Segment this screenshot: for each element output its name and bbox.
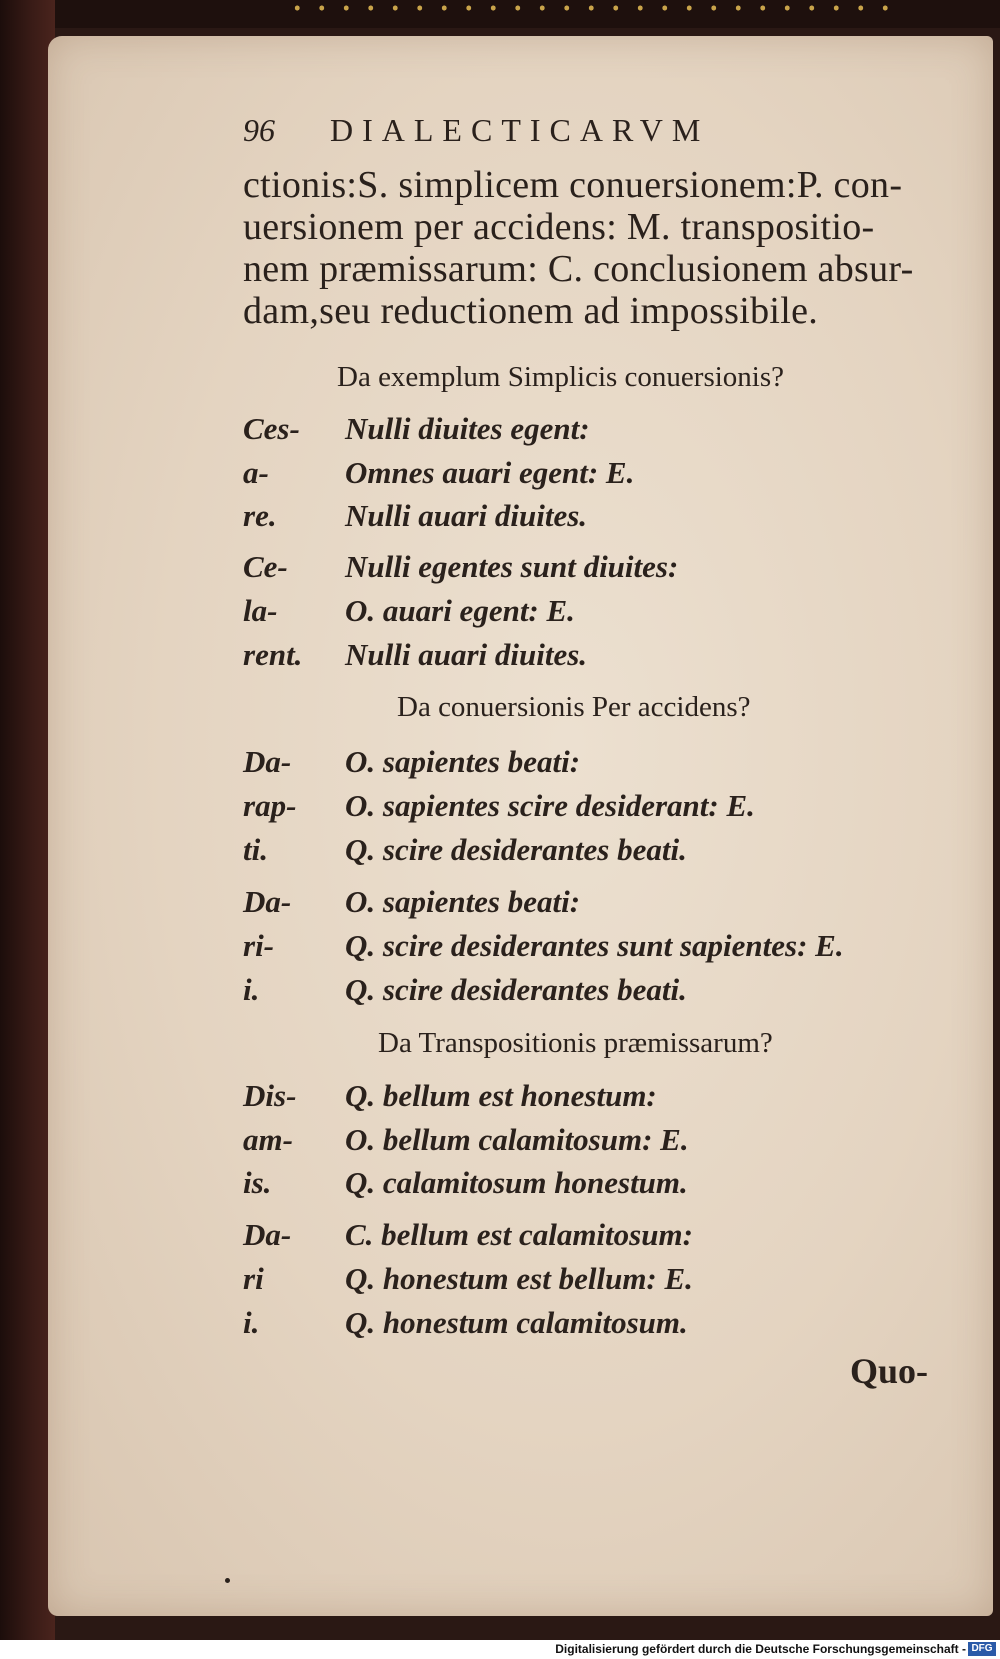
syllogism-proposition: Q. honestum calamitosum.: [345, 1305, 688, 1340]
intro-line: uersionem per accidens: M. transpositio-: [243, 206, 875, 248]
syllogism-label: la-: [243, 593, 278, 628]
intro-line: dam,seu reductionem ad impossibile.: [243, 290, 819, 332]
intro-line: ctionis:S. simplicem conuersionem:P. con-: [243, 164, 903, 206]
catchword: Quo-: [850, 1351, 929, 1391]
section-heading: Da Transpositionis præmissarum?: [378, 1027, 773, 1059]
syllogism-label: Ce-: [243, 549, 288, 584]
syllogism-proposition: Omnes auari egent: E.: [345, 455, 635, 490]
running-header: [243, 112, 709, 149]
syllogism-label: a-: [243, 455, 269, 490]
syllogism-proposition: Q. scire desiderantes beati.: [345, 832, 687, 867]
syllogism-label: Da-: [243, 884, 292, 919]
section-heading: Da conuersionis Per accidens?: [397, 691, 751, 723]
dfg-logo: DFG: [968, 1642, 996, 1656]
syllogism-label: re.: [243, 498, 277, 533]
syllogism-proposition: O. sapientes scire desiderant: E.: [345, 788, 755, 823]
syllogism-label: Da-: [243, 744, 292, 779]
syllogism-proposition: O. auari egent: E.: [345, 593, 575, 628]
syllogism-proposition: Q. honestum est bellum: E.: [345, 1261, 693, 1296]
syllogism-label: rap-: [243, 788, 297, 823]
syllogism-label: Dis-: [243, 1078, 297, 1113]
syllogism-label: ti.: [243, 832, 268, 867]
syllogism-proposition: Q. scire desiderantes sunt sapientes: E.: [345, 928, 844, 963]
syllogism-proposition: O. bellum calamitosum: E.: [345, 1122, 689, 1157]
syllogism-label: rent.: [243, 637, 303, 672]
footer-credit: Digitalisierung gefördert durch die Deutsche Forschungsgemeinschaft -: [555, 1642, 966, 1656]
book-binding-left: [0, 0, 55, 1659]
syllogism-proposition: O. sapientes beati:: [345, 884, 581, 919]
syllogism-proposition: Nulli auari diuites.: [345, 637, 588, 672]
syllogism-proposition: Nulli auari diuites.: [345, 498, 588, 533]
syllogism-label: am-: [243, 1122, 293, 1157]
syllogism-proposition: Nulli diuites egent:: [345, 411, 590, 446]
syllogism-label: is.: [243, 1165, 272, 1200]
binding-ornament: [285, 4, 905, 12]
running-title: DIALECTICARVM: [330, 112, 710, 148]
syllogism-proposition: C. bellum est calamitosum:: [345, 1217, 693, 1252]
ink-spot: [225, 1578, 230, 1583]
syllogism-label: Da-: [243, 1217, 292, 1252]
syllogism-label: i.: [243, 1305, 260, 1340]
page-number: 96: [243, 112, 275, 148]
syllogism-proposition: Q. scire desiderantes beati.: [345, 972, 687, 1007]
intro-line: nem præmissarum: C. conclusionem absur-: [243, 248, 914, 290]
syllogism-proposition: Nulli egentes sunt diuites:: [345, 549, 679, 584]
syllogism-proposition: O. sapientes beati:: [345, 744, 581, 779]
syllogism-label: ri-: [243, 928, 274, 963]
syllogism-label: i.: [243, 972, 260, 1007]
syllogism-proposition: Q. calamitosum honestum.: [345, 1165, 688, 1200]
syllogism-label: Ces-: [243, 411, 300, 446]
syllogism-label: ri: [243, 1261, 264, 1296]
syllogism-proposition: Q. bellum est honestum:: [345, 1078, 657, 1113]
section-heading: Da exemplum Simplicis conuersionis?: [337, 361, 785, 393]
